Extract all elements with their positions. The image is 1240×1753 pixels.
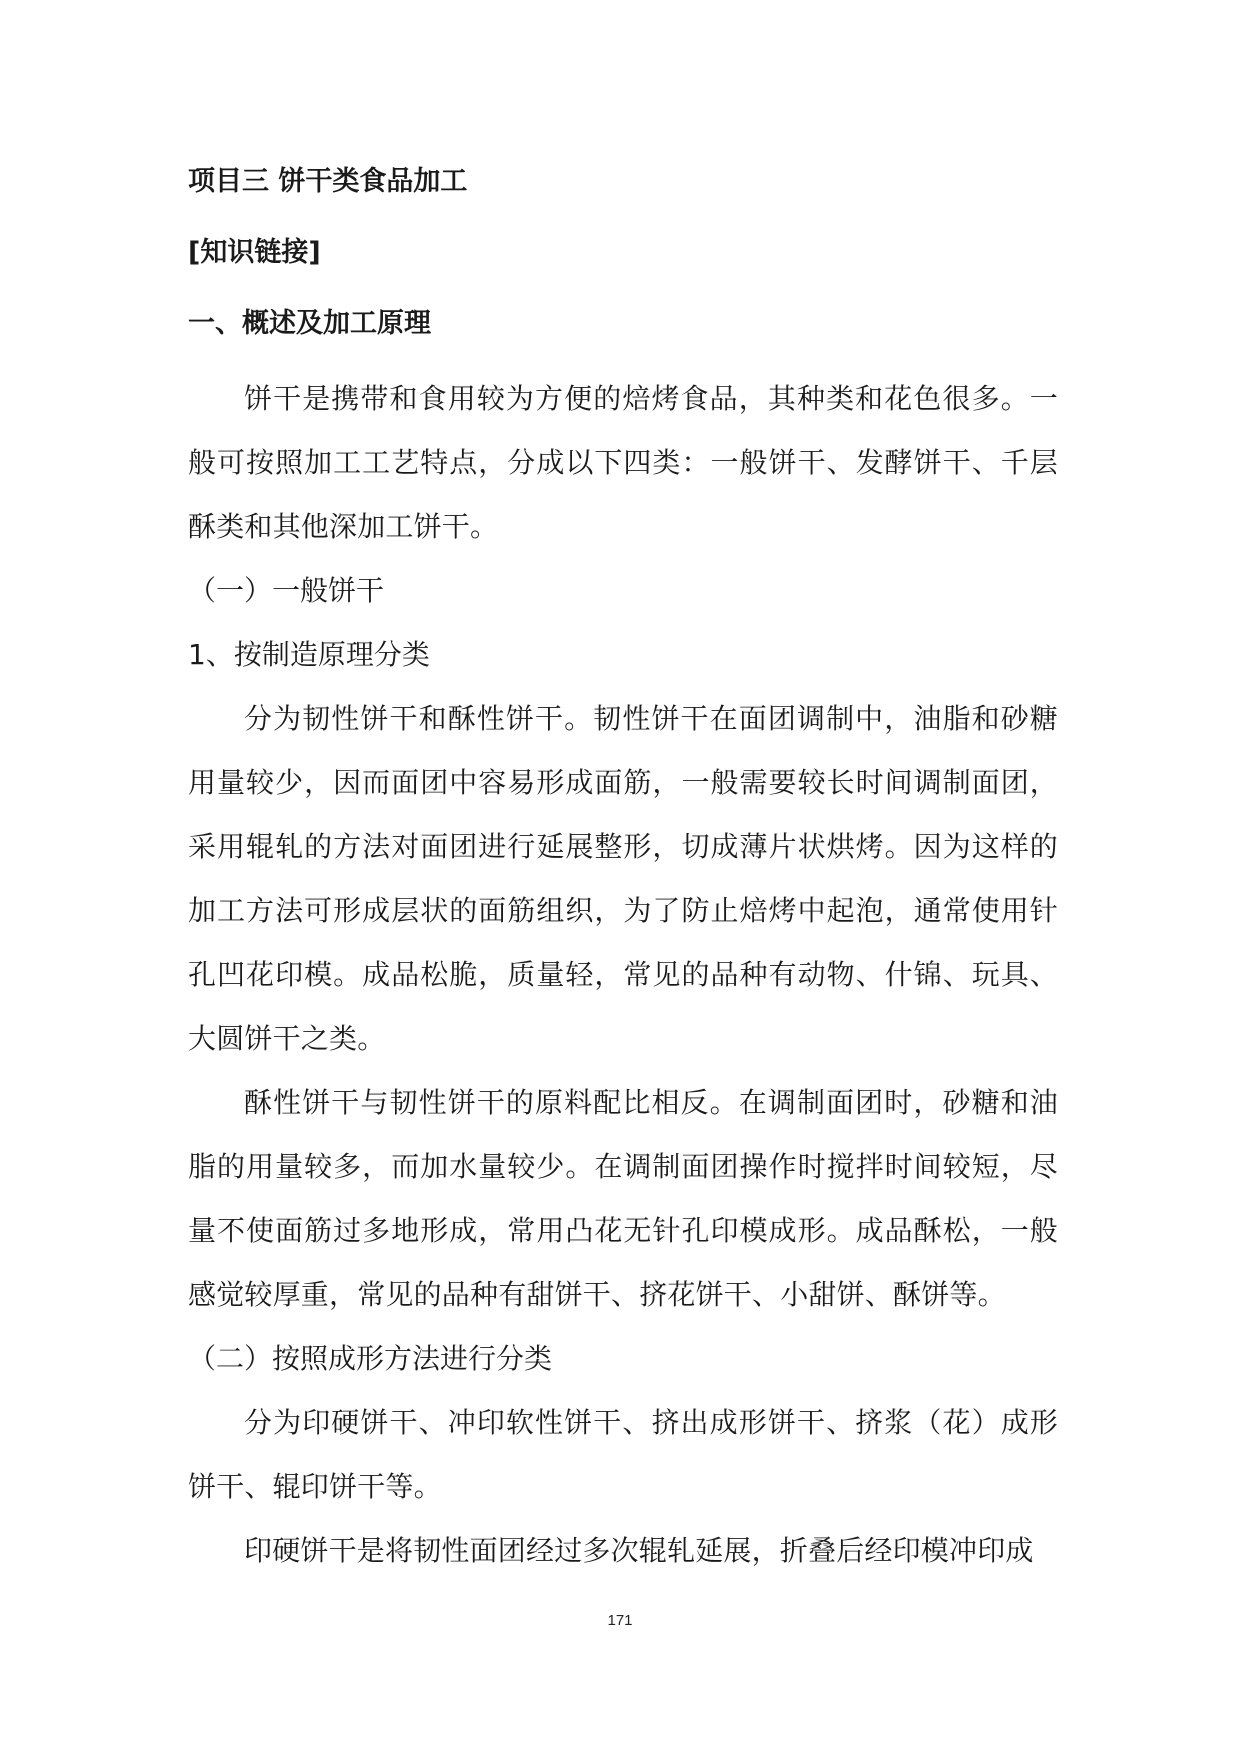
section-heading-overview: 一、概述及加工原理 [188,308,431,339]
paragraph-hard-stamped: 印硬饼干是将韧性面团经过多次辊轧延展，折叠后经印模冲印成 [244,1534,1034,1567]
paragraph-crisp-biscuits: 酥性饼干与韧性饼干的原料配比相反。在调制面团时，砂糖和油脂的用量较多，而加水量较少。在调制面团操作时搅拌时间较短，尽量不使面筋过多地形成，常用凸花无针孔印模成形。成品酥松，一般感觉较厚重，常见的品种有甜饼干、挤花饼干、小甜饼、酥饼等。 [188,1086,1058,1311]
paragraph-forming-methods: 分为印硬饼干、冲印软性饼干、挤出成形饼干、挤浆（花）成形饼干、辊印饼干等。 [188,1406,1058,1503]
page-number: 171 [607,1612,633,1629]
paragraph-intro: 饼干是携带和食用较为方便的焙烤食品，其种类和花色很多。一般可按照加工工艺特点，分成以下四类：一般饼干、发酵饼干、千层酥类和其他深加工饼干。 [188,382,1058,543]
page-content [188,162,1058,1583]
subheading-general-biscuits: （一）一般饼干 [188,574,385,607]
subheading-by-forming-method: （二）按照成形方法进行分类 [188,1342,553,1375]
knowledge-link-heading: [知识链接] [188,237,321,268]
paragraph-tough-biscuits: 分为韧性饼干和酥性饼干。韧性饼干在面团调制中，油脂和砂糖用量较少，因而面团中容易形成面筋，一般需要较长时间调制面团，采用辊轧的方法对面团进行延展整形，切成薄片状烘烤。因为这样的加工方法可形成层状的面筋组织，为了防止焙烤中起泡，通常使用针孔凹花印模。成品松脆，质量轻，常见的品种有动物、什锦、玩具、大圆饼干之类。 [188,702,1058,1055]
subheading-by-principle: 1、按制造原理分类 [188,638,430,671]
project-title: 项目三 饼干类食品加工 [188,166,468,197]
